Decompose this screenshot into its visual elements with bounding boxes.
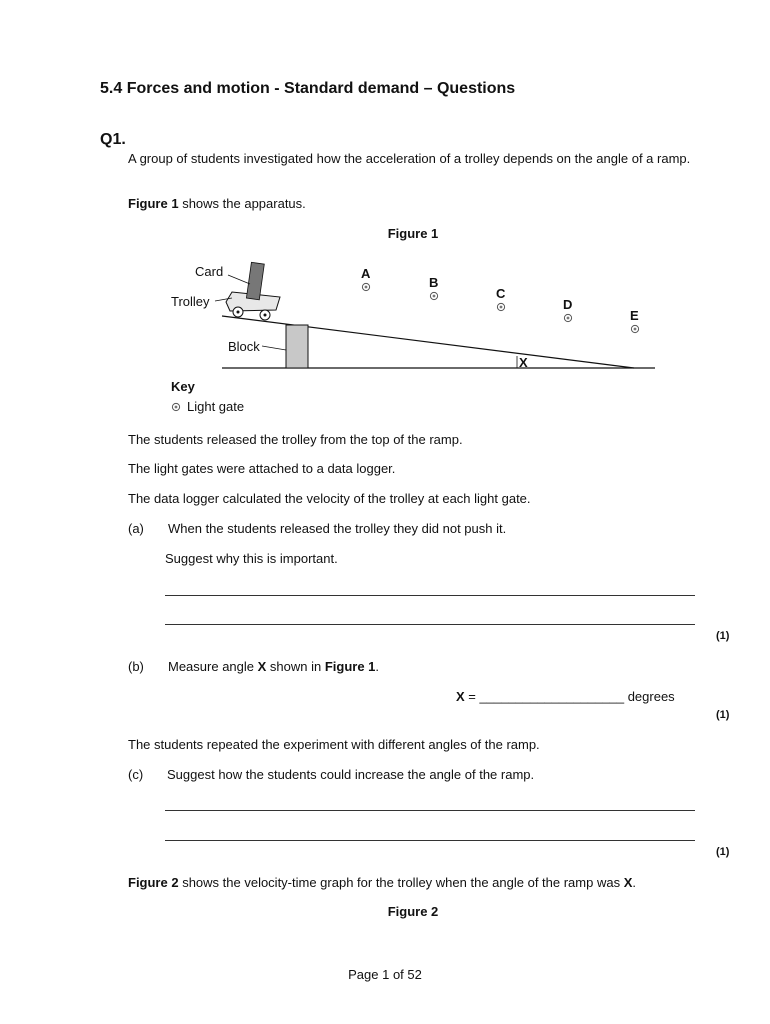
part-c-text: Suggest how the students could increase the angle of the ramp. — [167, 767, 535, 782]
page-title: 5.4 Forces and motion - Standard demand – Questions — [100, 80, 516, 97]
block-label: Block — [228, 339, 260, 354]
part-a-text: When the students released the trolley they did not push it. — [168, 521, 507, 536]
repeat-statement: The students repeated the experiment with different angles of the ramp. — [128, 737, 540, 752]
card-label: Card — [195, 264, 224, 279]
statement-data-logger: The light gates were attached to a data logger. — [128, 461, 396, 476]
gate-label-b: B — [429, 275, 439, 290]
figure2-ref-bold: Figure 2 — [128, 875, 179, 890]
part-c-label: (c) — [128, 767, 144, 782]
light-gate-d — [564, 314, 571, 321]
page-footer: Page 1 of 52 — [348, 967, 422, 982]
light-gate-a — [362, 283, 369, 290]
part-b-text-mid: shown in — [266, 659, 325, 674]
part-a-label: (a) — [128, 521, 144, 536]
part-a-answer-line-2[interactable] — [165, 624, 695, 625]
part-c-marks: (1) — [716, 846, 730, 858]
figure2-ref-text: shows the velocity-time graph for the trolley when the angle of the ramp was — [178, 875, 624, 890]
ramp-surface — [222, 316, 634, 368]
figure2-ref-end: . — [632, 875, 636, 890]
part-c-answer-line-1[interactable] — [165, 810, 695, 811]
part-b-figure-ref: Figure 1 — [324, 659, 376, 674]
angle-label: X — [519, 355, 528, 370]
gate-label-a: A — [361, 266, 371, 281]
part-a-marks: (1) — [716, 630, 730, 642]
key-title: Key — [171, 379, 195, 394]
part-a-prompt: Suggest why this is important. — [165, 551, 338, 566]
figure1-caption: Figure 1 — [387, 226, 439, 241]
light-gate-b — [430, 292, 437, 299]
support-block — [286, 325, 308, 368]
part-b-answer[interactable] — [456, 689, 675, 705]
figure1-ref-text: shows the apparatus. — [178, 196, 306, 211]
light-gate-c — [497, 303, 504, 310]
statement-velocity: The data logger calculated the velocity of the trolley at each light gate. — [128, 491, 531, 506]
light-gate-e — [631, 325, 638, 332]
key-item-label: Light gate — [187, 399, 245, 414]
part-b-marks: (1) — [716, 709, 730, 721]
part-b-answer-blank: = ____________________ degrees — [464, 689, 675, 704]
part-b-answer-var: X — [456, 689, 465, 704]
part-b-angle-var: X — [257, 659, 267, 674]
part-b-text-post: . — [375, 659, 380, 674]
card-drawing — [246, 262, 264, 299]
statement-release: The students released the trolley from the top of the ramp. — [128, 432, 463, 447]
question-number: Q1. — [100, 131, 126, 148]
figure2-intro — [128, 875, 636, 891]
card-leader — [228, 275, 250, 284]
trolley-label: Trolley — [171, 294, 210, 309]
figure2-caption: Figure 2 — [387, 904, 439, 919]
figure2-angle-var: X — [623, 875, 633, 890]
part-b-text-pre: Measure angle — [168, 659, 258, 674]
key-light-gate-symbol — [172, 403, 179, 410]
part-a-answer-line-1[interactable] — [165, 595, 695, 596]
gate-label-c: C — [496, 286, 506, 301]
part-b-text — [168, 659, 379, 675]
block-leader — [262, 346, 286, 350]
question-intro: A group of students investigated how the acceleration of a trolley depends on the angle of a ramp. — [128, 151, 691, 166]
figure1-diagram — [0, 0, 770, 430]
gate-label-d: D — [563, 297, 573, 312]
gate-label-e: E — [630, 308, 639, 323]
part-c-answer-line-2[interactable] — [165, 840, 695, 841]
trolley-drawing — [226, 262, 280, 320]
part-b-label: (b) — [128, 659, 144, 674]
figure1-ref-bold: Figure 1 — [128, 196, 179, 211]
